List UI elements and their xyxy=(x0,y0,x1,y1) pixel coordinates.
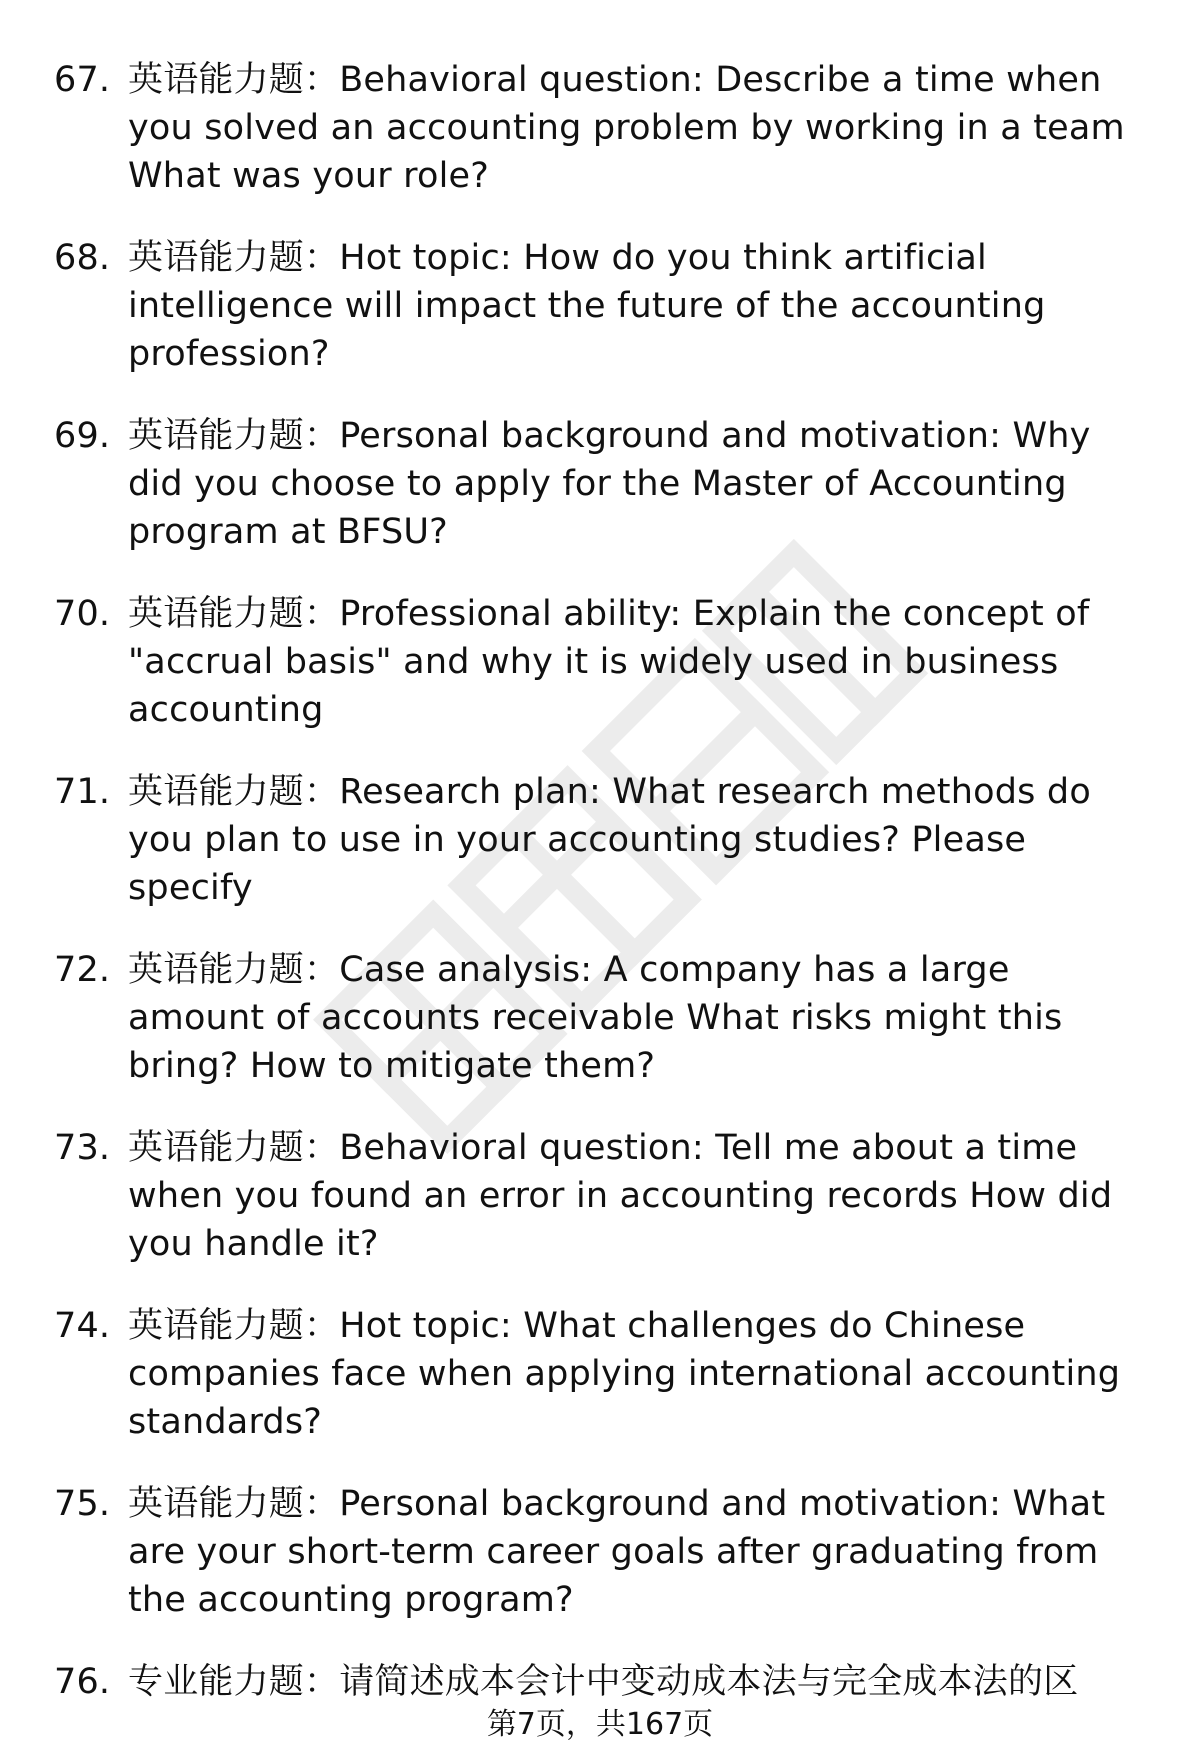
question-item xyxy=(54,946,1154,1090)
question-item xyxy=(54,1302,1154,1446)
question-text: 专业能力题：请简述成本会计中变动成本法与完全成本法的区 xyxy=(128,1662,1079,1702)
question-item xyxy=(54,768,1154,912)
question-item xyxy=(54,234,1154,378)
question-item xyxy=(54,1480,1154,1624)
question-number: 71. xyxy=(54,772,111,812)
question-item xyxy=(54,412,1154,556)
question-text: 英语能力题：Personal background and motivation: What are your short-term career goals after graduating from the accounting program? xyxy=(128,1484,1106,1620)
question-number: 67. xyxy=(54,60,111,100)
page-footer: 第7页，共167页 xyxy=(486,1707,714,1742)
question-list xyxy=(54,56,1154,1740)
question-item xyxy=(54,1124,1154,1268)
question-number: 68. xyxy=(54,238,111,278)
question-number: 69. xyxy=(54,416,111,456)
question-number: 76. xyxy=(54,1662,111,1702)
question-number: 72. xyxy=(54,950,111,990)
question-number: 70. xyxy=(54,594,111,634)
question-item xyxy=(54,590,1154,734)
question-text: 英语能力题：Behavioral question: Describe a time when you solved an accounting problem by working in a team What was your role? xyxy=(128,60,1125,196)
question-item xyxy=(54,1658,1154,1706)
question-item xyxy=(54,56,1154,200)
question-number: 75. xyxy=(54,1484,111,1524)
question-text: 英语能力题：Hot topic: How do you think artificial intelligence will impact the future of the accounting profession? xyxy=(128,238,1046,374)
question-text: 英语能力题：Personal background and motivation: Why did you choose to apply for the Master of Accounting program at BFSU? xyxy=(128,416,1091,552)
question-text: 英语能力题：Hot topic: What challenges do Chinese companies face when applying international accounting standards? xyxy=(128,1306,1121,1442)
question-text: 英语能力题：Case analysis: A company has a large amount of accounts receivable What risks might this bring? How to mitigate them? xyxy=(128,950,1063,1086)
question-text: 英语能力题：Behavioral question: Tell me about a time when you found an error in accounting records How did you handle it? xyxy=(128,1128,1113,1264)
question-text: 英语能力题：Research plan: What research methods do you plan to use in your accounting studies? Please specify xyxy=(128,772,1091,908)
question-number: 73. xyxy=(54,1128,111,1168)
question-text: 英语能力题：Professional ability: Explain the concept of "accrual basis" and why it is widely used in business accounting xyxy=(128,594,1090,730)
question-number: 74. xyxy=(54,1306,111,1346)
